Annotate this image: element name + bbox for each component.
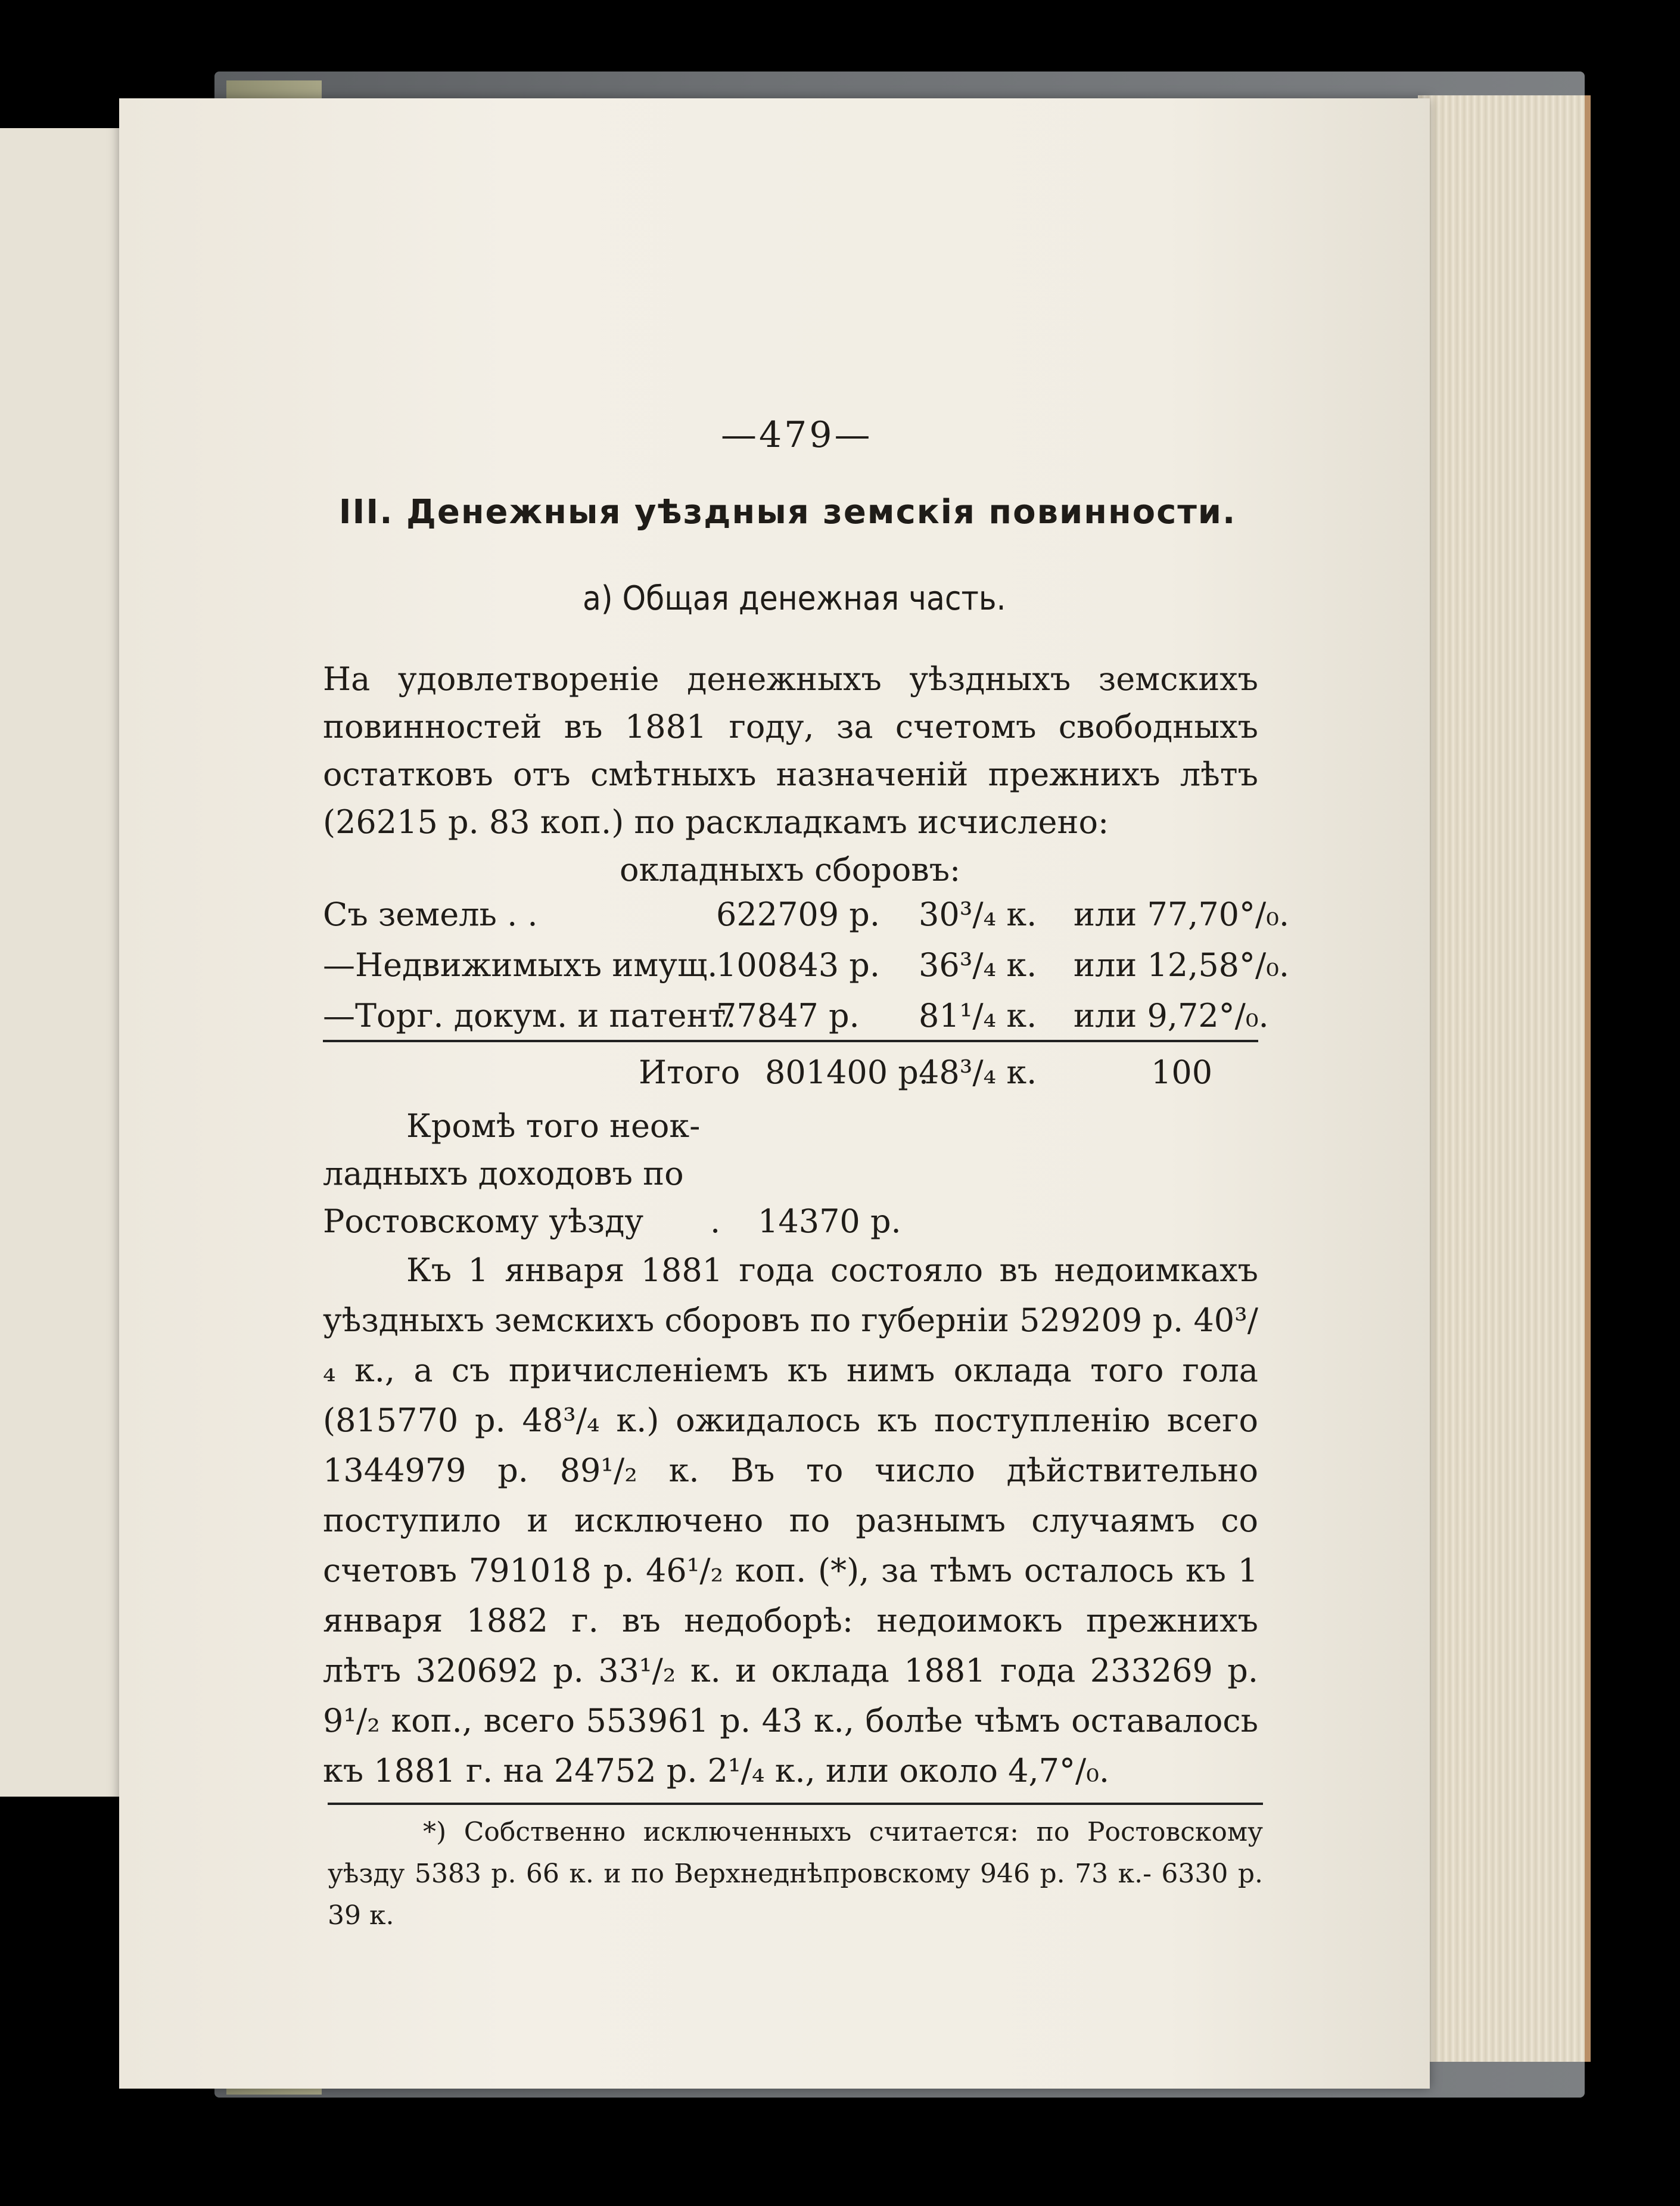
intro-paragraph: На удовлетвореніе денежныхъ уѣздныхъ земскихъ повинностей въ 1881 году, за счетомъ свободныхъ остатковъ отъ смѣтныхъ назначеній прежнихъ лѣтъ (26215 р. 83 коп.) по раскладкамъ исчислено:	[323, 660, 1258, 841]
black-tab	[1611, 1311, 1680, 1460]
row-kopecks: 81¹/₄ к.	[919, 997, 1037, 1034]
book-page	[119, 98, 1430, 2089]
row-rubles: 77847 р.	[716, 997, 860, 1034]
collections-heading: окладныхъ сборовъ:	[620, 851, 961, 888]
row-name: —Недвижимыхъ имущ.	[323, 946, 718, 984]
main-paragraph: Къ 1 января 1881 года состояло въ недоимкахъ уѣздныхъ земскихъ сборовъ по губерніи 529209 р. 40³/₄ к., а съ причисленіемъ къ нимъ оклада того гола (815770 р. 48³/₄ к.) ожидалось къ поступленію всего 1344979 р. 89¹/₂ к. Въ то число дѣйствительно поступило и исключено по разнымъ случаямъ со счетовъ 791018 р. 46¹/₂ коп. (*), за тѣмъ осталось къ 1 января 1882 г. въ недоборѣ: недоимокъ прежнихъ лѣтъ 320692 р. 33¹/₂ к. и оклада 1881 года 233269 р. 9¹/₂ коп., всего 553961 р. 43 к., болѣе чѣмъ оставалось къ 1881 г. на 24752 р. 2¹/₄ к., или около 4,7°/₀.	[323, 1251, 1258, 1789]
subtitle: а) Общая денежная часть.	[583, 579, 1006, 618]
extra-line-1: Кромѣ того неок-	[406, 1107, 701, 1145]
row-percent: или 77,70°/₀.	[1074, 896, 1290, 933]
row-percent: или 12,58°/₀.	[1074, 946, 1290, 984]
total-label: Итого	[639, 1054, 741, 1091]
row-rubles: 622709 р.	[716, 896, 881, 933]
extra-dot: .	[710, 1203, 721, 1240]
extra-amount: 14370 р.	[758, 1203, 901, 1240]
row-rubles: 100843 р.	[716, 946, 881, 984]
total-percent: 100	[1151, 1054, 1213, 1091]
extra-line-2: ладныхъ доходовъ по	[323, 1155, 684, 1192]
footnote: *) Собственно исключенныхъ считается: по Ростовскому уѣзду 5383 р. 66 к. и по Верхнеднѣпровскому 946 р. 73 к.- 6330 р. 39 к.	[328, 1817, 1263, 1931]
row-kopecks: 36³/₄ к.	[919, 946, 1037, 984]
footnote-divider	[328, 1803, 1263, 1805]
page-number: —479—	[721, 414, 873, 456]
row-name: —Торг. докум. и патент.	[323, 997, 736, 1034]
total-kopecks: 48³/₄ к.	[919, 1054, 1037, 1091]
sum-divider	[323, 1040, 1258, 1042]
extra-line-3: Ростовскому уѣзду	[323, 1203, 644, 1240]
section-title: III. Денежныя уѣздныя земскія повинности.	[338, 493, 1237, 532]
row-percent: или 9,72°/₀.	[1074, 997, 1269, 1034]
previous-page	[0, 128, 119, 1797]
page-edges	[1418, 95, 1591, 2062]
row-name: Съ земель . .	[323, 896, 538, 933]
total-rubles: 801400 р.	[765, 1054, 929, 1091]
row-kopecks: 30³/₄ к.	[919, 896, 1037, 933]
